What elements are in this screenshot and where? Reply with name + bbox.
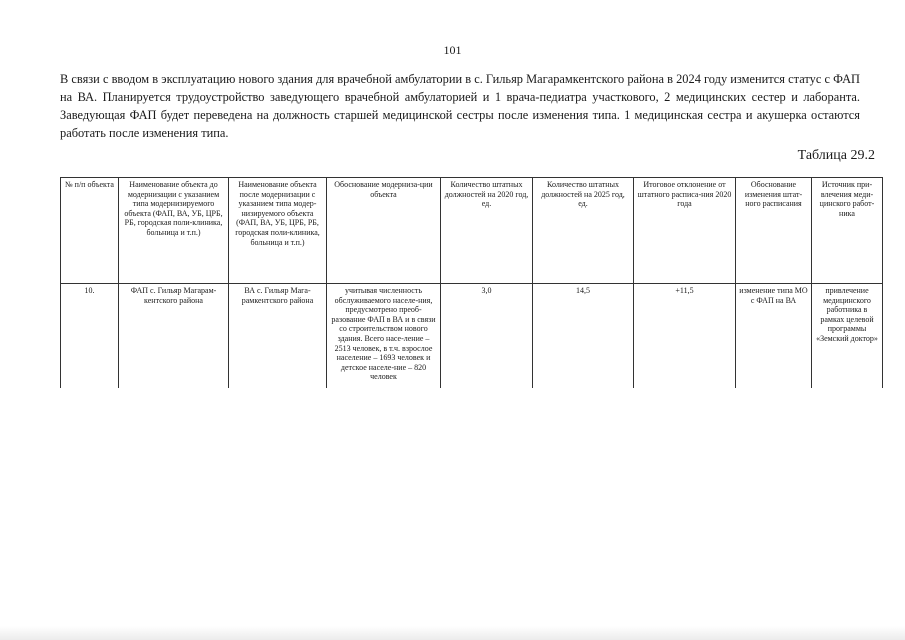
cell-change-basis: изменение типа МО с ФАП на ВА (736, 284, 812, 389)
cell-object-before: ФАП с. Гильяр Магарам-кентского района (119, 284, 229, 389)
header-row (61, 178, 883, 284)
intro-paragraph: В связи с вводом в эксплуатацию нового здания для врачебной амбулатории в с. Гильяр Магарамкентского района в 2024 году изменится статус с ФАП на ВА. Планируется трудоустройство заведующего врачебной амбулаторией и 1 врача-педиатра участкового, 2 медицинских сестер и лаборанта. Заведующая ФАП будет переведена на должность старшей медицинской сестры после изменения типа. 1 медицинская сестра и акушерка остаются работать после изменения типа. (60, 72, 860, 140)
header-change-basis: Обоснование изменения штат-ного расписания (736, 178, 812, 284)
modernization-table (60, 177, 883, 388)
header-deviation: Итоговое отклонение от штатного расписа-ния 2020 года (634, 178, 736, 284)
table-row (61, 284, 883, 389)
header-object-before: Наименование объекта до модернизации с указанием типа модернизируемого объекта (ФАП, ВА, УБ, ЦРБ, РБ, городская поли-клиника, больница и т.п.) (119, 178, 229, 284)
header-staff-2025: Количество штатных должностей на 2025 год, ед. (533, 178, 634, 284)
cell-number: 10. (61, 284, 119, 389)
header-object-after: Наименование объекта после модернизации с указанием типа модер-низируемого объекта (ФАП, ВА, УБ, ЦРБ, РБ, городская поли-клиника, больница и т.п.) (229, 178, 327, 284)
cell-object-after: ВА с. Гильяр Мага-рамкентского района (229, 284, 327, 389)
cell-modernization-reason: учитывая численность обслуживаемого населе-ния, предусмотрено преоб-разование ФАП в ВА и в связи со строительством нового здания. Всего насе-ление – 2513 человек, в т.ч. взрослое население – 1693 человек и детское населе-ние – 820 человек (327, 284, 441, 389)
table-header (61, 178, 883, 284)
cell-staff-2020: 3,0 (441, 284, 533, 389)
table-body (61, 284, 883, 389)
header-number: № п/п объекта (61, 178, 119, 284)
table-caption: Таблица 29.2 (797, 148, 875, 163)
cell-staff-source: привлечение медицинского работника в рамках целевой программы «Земский доктор» (812, 284, 883, 389)
scan-edge-shadow (0, 626, 905, 640)
cell-deviation: +11,5 (634, 284, 736, 389)
page-number: 101 (443, 43, 462, 57)
header-staff-2020: Количество штатных должностей на 2020 год, ед. (441, 178, 533, 284)
header-modernization-reason: Обоснование модерниза-ции объекта (327, 178, 441, 284)
header-staff-source: Источник при-влечения меди-цинского работ-ника (812, 178, 883, 284)
cell-staff-2025: 14,5 (533, 284, 634, 389)
